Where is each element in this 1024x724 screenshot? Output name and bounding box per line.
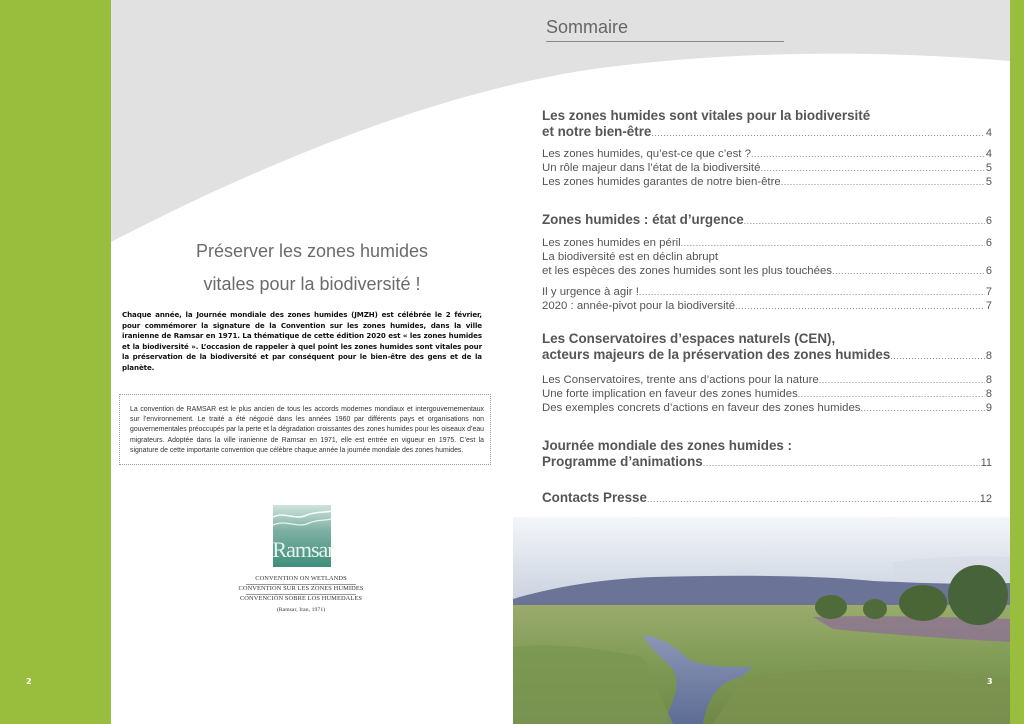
toc-leader-dots (860, 402, 984, 416)
toc-section[interactable] (542, 108, 992, 141)
toc-entry-row (542, 347, 992, 364)
toc-page-number: 12 (979, 493, 992, 505)
toc-subsection[interactable] (542, 176, 992, 190)
toc-entry-line: Les zones humides sont vitales pour la biodiversité (542, 108, 871, 123)
toc-entry-row (542, 454, 992, 471)
toc-subsection[interactable] (542, 148, 992, 162)
logo-line-fr: CONVENTION SUR LES ZONES HUMIDES (238, 585, 364, 592)
logo-line-en: CONVENTION ON WETLANDS (255, 575, 347, 582)
toc-leader-dots (647, 491, 979, 507)
toc-subsection[interactable] (542, 300, 992, 314)
toc-leader-dots (819, 374, 985, 388)
toc-page-number: 4 (985, 148, 992, 160)
logo-line-place: (Ramsar, Iran, 1971) (276, 607, 326, 613)
toc-section[interactable] (542, 490, 992, 507)
page-number-left: 2 (26, 677, 32, 686)
toc-entry-title: Les Conservatoires, trente ans d’actions pour la nature (542, 374, 819, 386)
toc-leader-dots (651, 125, 985, 141)
toc-entry-title: Programme d’animations (542, 454, 703, 469)
toc-entry-line: La biodiversité est en déclin abrupt (542, 251, 719, 263)
toc-entry-title: Il y urgence à agir ! (542, 286, 639, 298)
right-green-margin (1010, 0, 1024, 724)
toc-entry-line: Les Conservatoires d’espaces naturels (CEN), (542, 331, 836, 346)
toc-entry-title: Une forte implication en faveur des zones humides (542, 388, 798, 400)
toc-page-number: 8 (985, 350, 992, 362)
toc-entry-title: et les espèces des zones humides sont les plus touchées (542, 264, 832, 277)
toc-entry-row (542, 388, 992, 402)
toc-subsection[interactable] (542, 402, 992, 416)
toc-page-number: 8 (985, 388, 992, 400)
toc-entry-row (542, 212, 992, 229)
ramsar-info-text: La convention de RAMSAR est le plus ancien de tous les accords modernes mondiaux et intergouvernementaux sur l’environnement. Le traité a été négocié dans les années 1960 par différents pays et organisations non gouvernementales préoccupés par la perte et la dégradation croissantes des zones humides pour les oiseaux d’eau migrateurs. Adoptée dans la ville iranienne de Ramsar en 1971, elle est entrée en vigueur en 1975. C’est la signature de cette importante convention que célèbre chaque année la journée mondiale des zones humides. (130, 406, 484, 454)
toc-entry-row (542, 265, 992, 279)
toc-leader-dots (890, 348, 985, 364)
intro-paragraph: Chaque année, la Journée mondiale des zones humides (JMZH) est célébrée le 2 février, pour commémorer la signature de la Convention sur les zones humides, dans la ville iranienne de Ramsar en 1971. La thématique de cette édition 2020 est « les zones humides et la biodiversité ». L’occasion de rappeler à quel point les zones humides sont vitales pour la préservation de la biodiversité et par conséquent pour le bien-être des gens et de la planète. (122, 310, 482, 372)
toc-entry-row (542, 286, 992, 300)
toc-page-number: 4 (985, 127, 992, 139)
toc-leader-dots (781, 176, 985, 190)
toc-entry-row (542, 176, 992, 190)
toc-page-number: 7 (985, 300, 992, 312)
toc-leader-dots (639, 286, 985, 300)
ramsar-info-box (119, 394, 491, 465)
toc-page-number: 5 (985, 162, 992, 174)
left-title-line2: vitales pour la biodiversité ! (203, 274, 421, 294)
toc-leader-dots (744, 213, 985, 229)
toc-entry-row (542, 402, 992, 416)
toc-entry-title: Contacts Presse (542, 490, 647, 505)
toc-page-number: 5 (985, 176, 992, 188)
toc-page-number: 8 (985, 374, 992, 386)
toc-page-number: 6 (985, 215, 992, 227)
toc-entry-row (542, 490, 992, 507)
toc-leader-dots (703, 455, 980, 471)
toc-leader-dots (832, 265, 985, 279)
toc-leader-dots (751, 148, 985, 162)
toc-leader-dots (735, 300, 985, 314)
ramsar-logo (228, 503, 374, 621)
toc-subsection[interactable] (542, 388, 992, 402)
toc-leader-dots (681, 237, 985, 251)
toc-entry-title: Zones humides : état d’urgence (542, 212, 744, 227)
left-green-margin (0, 0, 111, 724)
toc-entry-title: Les zones humides en péril (542, 237, 681, 249)
toc-entry-row (542, 124, 992, 141)
toc-entry-row (542, 162, 992, 176)
toc-entry-title: Des exemples concrets d’actions en faveur des zones humides (542, 402, 861, 414)
sommaire-heading: Sommaire (546, 17, 629, 37)
toc-entry-row (542, 148, 992, 162)
toc-subsection[interactable] (542, 162, 992, 176)
toc-leader-dots (798, 388, 985, 402)
toc-entry-title: Les zones humides garantes de notre bien-être (542, 176, 781, 188)
page-number-right: 3 (987, 677, 993, 686)
toc-entry-row (542, 300, 992, 314)
left-title-line1: Préserver les zones humides (195, 241, 429, 261)
toc-page-number: 9 (985, 402, 992, 414)
toc-page-number: 6 (985, 237, 992, 249)
toc-page-number: 6 (985, 264, 992, 277)
toc-section[interactable] (542, 212, 992, 229)
wetland-photo (513, 517, 1010, 724)
toc-entry-title: et notre bien-être (542, 124, 652, 139)
toc-entry-row (542, 374, 992, 388)
toc-entry-row (542, 237, 992, 251)
logo-line-es: CONVENCIÓN SOBRE LOS HUMEDALES (239, 595, 363, 602)
toc-leader-dots (760, 162, 984, 176)
toc-entry-title: Un rôle majeur dans l’état de la biodiversité (542, 162, 761, 174)
toc-subsection[interactable] (542, 237, 992, 251)
toc-page-number: 7 (985, 286, 992, 298)
ramsar-logo-word: Ramsar (272, 537, 334, 562)
toc-entry-line: Journée mondiale des zones humides : (542, 438, 793, 453)
toc-section[interactable] (542, 331, 992, 364)
toc-page-number: 11 (980, 457, 992, 469)
toc-entry-title: 2020 : année-pivot pour la biodiversité (542, 300, 736, 312)
toc-subsection[interactable] (542, 251, 992, 278)
toc-entry-title: acteurs majeurs de la préservation des zones humides (542, 347, 891, 362)
sommaire-underline (546, 41, 784, 42)
toc-subsection[interactable] (542, 374, 992, 388)
toc-entry-title: Les zones humides, qu’est-ce que c’est ? (542, 148, 751, 160)
toc-subsection[interactable] (542, 286, 992, 300)
toc-section[interactable] (542, 438, 992, 471)
